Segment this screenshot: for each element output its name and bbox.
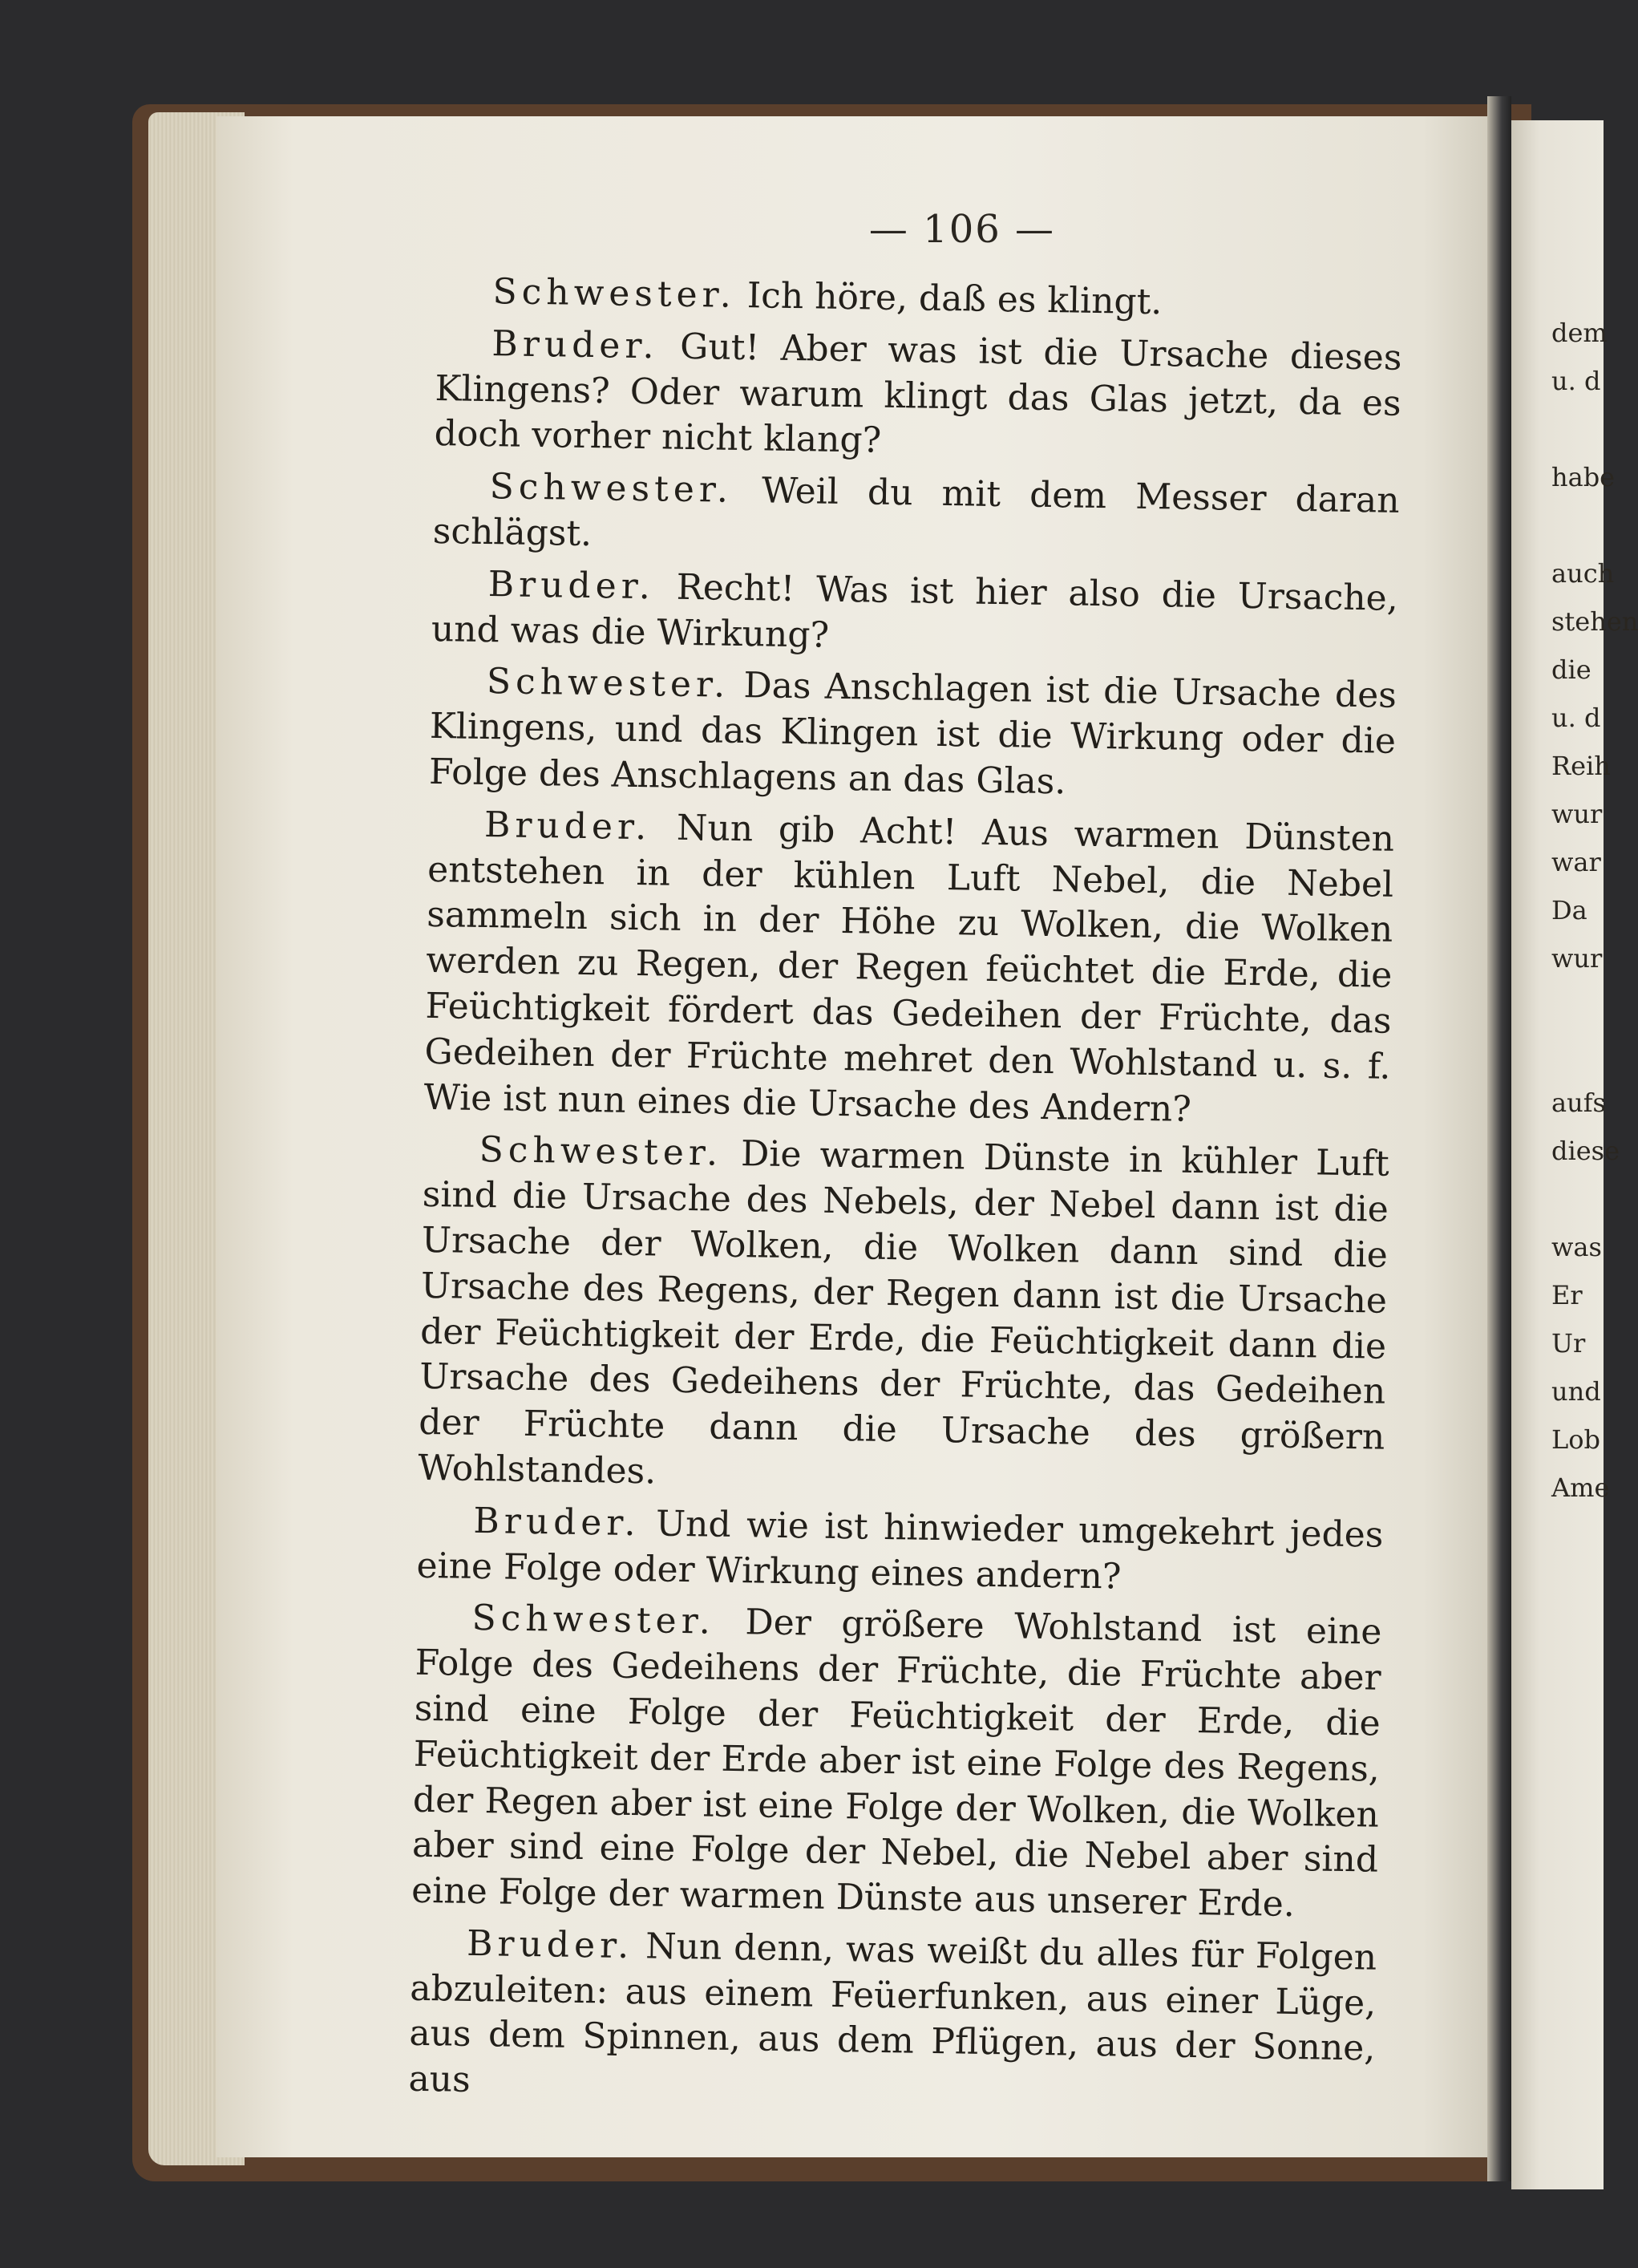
margin-fragment <box>1551 1175 1604 1223</box>
speech-text: Weil du mit dem Messer daran schlägst. <box>432 470 1400 555</box>
speech-text: Das Anschlagen ist die Ursache des Klingens, und das Klingen ist die Wirkung oder die Folge des Anschlagens an das Glas. <box>428 665 1397 803</box>
margin-fragment: Ame <box>1551 1472 1610 1503</box>
paragraph <box>434 321 1402 472</box>
paragraph <box>416 1498 1384 1605</box>
margin-fragment: wur <box>1551 943 1603 974</box>
speaker-name: Schwester. <box>486 661 730 707</box>
paragraph <box>411 1595 1382 1929</box>
margin-fragment: Er <box>1551 1280 1583 1310</box>
margin-fragment: dem <box>1551 318 1608 348</box>
speech-text: Der größere Wohlstand ist eine Folge des Gedeihens der Früchte, die Früchte aber sind eine Folge der Feüchtigkeit der Erde, die Feüchtigkeit der Erde aber ist eine Folge des Regens, der Regen aber ist eine Folge der Wolken, die Wolken aber sind eine Folge der Nebel, die Nebel aber sind eine Folge der warmen Dünste aus unserer Erde. <box>411 1602 1382 1926</box>
margin-fragment: habe <box>1551 462 1616 492</box>
speaker-name: Schwester. <box>479 1129 723 1175</box>
paragraph <box>431 561 1398 668</box>
paragraph <box>418 1127 1389 1506</box>
margin-fragment: Ur <box>1551 1328 1586 1359</box>
paragraph <box>408 1921 1377 2118</box>
margin-fragment <box>1551 982 1604 1031</box>
margin-fragment: Reih <box>1551 751 1611 781</box>
speaker-name: Bruder. <box>466 1922 634 1966</box>
dialogue-text <box>408 269 1403 2118</box>
margin-fragment: was <box>1551 1232 1602 1262</box>
margin-fragment: wur <box>1551 799 1603 829</box>
margin-fragment: stehen <box>1551 606 1638 637</box>
paragraph <box>432 464 1400 570</box>
speaker-name: Schwester. <box>492 271 737 316</box>
speech-text: Nun denn, was weißt du alles für Folgen abzuleiten: aus einem Feüerfunken, aus einer Lüge, aus dem Spinnen, aus dem Pflügen, aus der Sonne, aus <box>408 1926 1377 2101</box>
margin-fragment <box>1551 405 1604 453</box>
speech-text: Gut! Aber was ist die Ursache dieses Klingens? Oder warum klingt das Glas jetzt, da es doch vorher nicht klang? <box>434 326 1402 462</box>
book-gutter <box>1487 96 1511 2181</box>
margin-fragment <box>1551 1031 1604 1079</box>
page-number: — 106 — <box>868 207 1056 252</box>
speaker-name: Bruder. <box>491 322 660 367</box>
speech-text: Und wie ist hinwieder umgekehrt jedes eine Folge oder Wirkung eines andern? <box>416 1503 1384 1598</box>
speaker-name: Schwester. <box>489 466 734 512</box>
margin-fragment: Lob <box>1551 1424 1600 1455</box>
margin-fragment: und <box>1551 1376 1601 1407</box>
speaker-name: Bruder. <box>487 563 656 608</box>
margin-fragment: war <box>1551 847 1601 877</box>
margin-fragment: diese <box>1551 1136 1620 1166</box>
paragraph <box>423 802 1394 1136</box>
speech-text: Ich höre, daß es klingt. <box>746 275 1163 323</box>
speech-text: Recht! Was ist hier also die Ursache, und was die Wirkung? <box>431 566 1399 656</box>
margin-fragment <box>1551 501 1604 549</box>
margin-fragment: u. d <box>1551 703 1601 733</box>
speaker-name: Bruder. <box>473 1500 641 1544</box>
speech-text: Nun gib Acht! Aus warmen Dünsten entstehen in der kühlen Luft Nebel, die Nebel sammeln sich in der Höhe zu Wolken, die Wolken werden zu Regen, der Regen feüchtet die Erde, die Feüchtigkeit fördert das Gedeihen der Früchte, das Gedeihen der Früchte mehret den Wohlstand u. s. f. Wie ist nun eines die Ursache des Andern? <box>423 807 1395 1130</box>
margin-fragment: die <box>1551 654 1591 685</box>
margin-fragment: aufs <box>1551 1087 1606 1118</box>
margin-fragment: Da <box>1551 895 1587 925</box>
speaker-name: Schwester. <box>471 1598 716 1642</box>
paragraph <box>429 658 1397 810</box>
margin-fragment: u. d <box>1551 366 1601 396</box>
speaker-name: Bruder. <box>483 804 652 848</box>
margin-fragment: auch <box>1551 558 1615 589</box>
right-page-margin-text <box>1551 309 1638 1512</box>
speech-text: Die warmen Dünste in kühler Luft sind die Ursache des Nebels, der Nebel dann ist die Ursache der Wolken, die Wolken dann sind die Ursache des Regens, der Regen dann ist die Ursache der Feüchtigkeit der Erde, die Feüchtigkeit dann die Ursache des Gedeihens der Früchte, das Gedeihen der Früchte dann die Ursache des größern Wohlstandes. <box>418 1133 1390 1492</box>
